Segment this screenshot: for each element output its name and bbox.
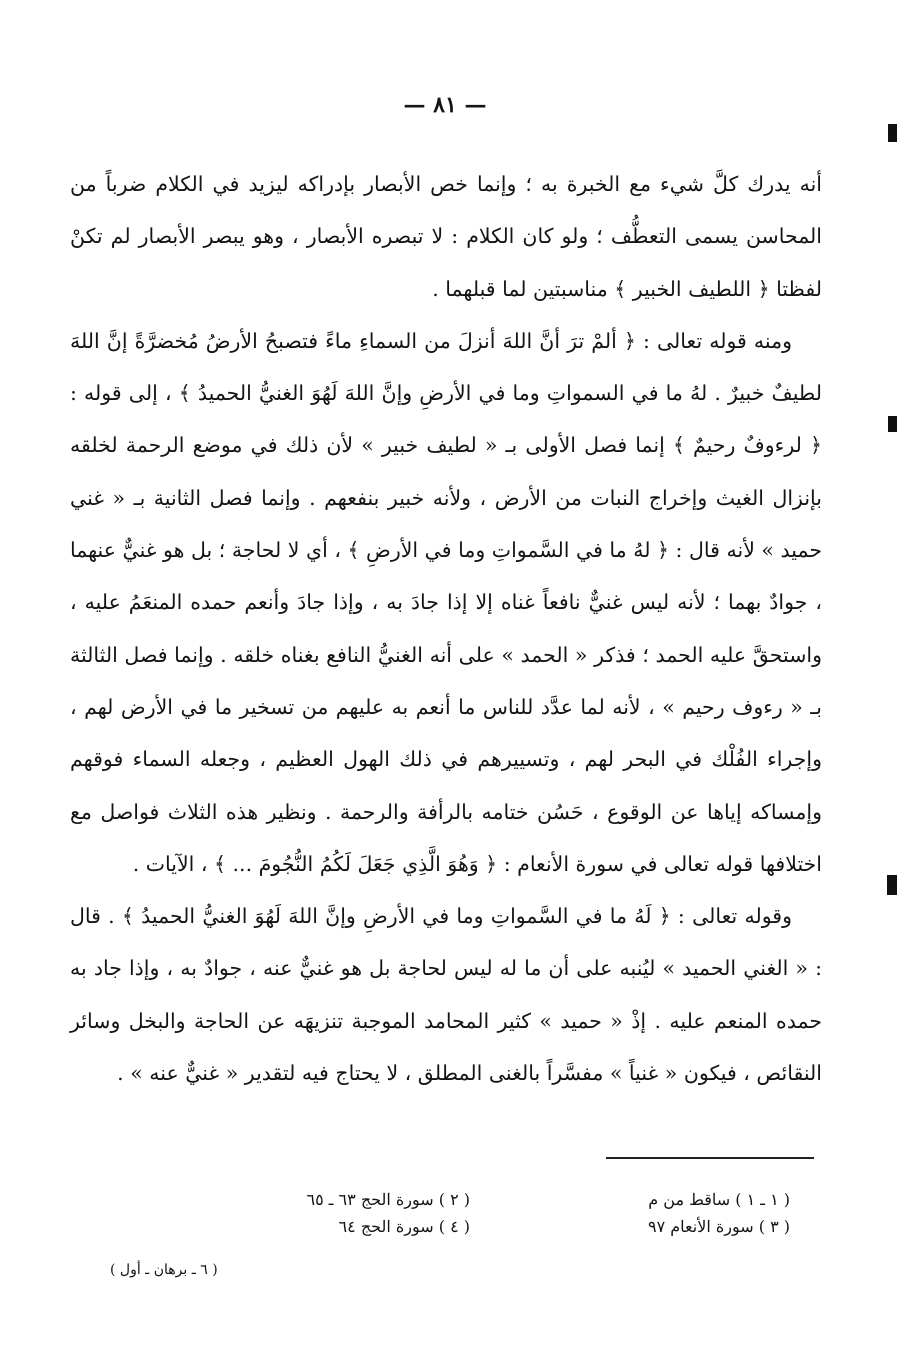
footnotes [150, 1186, 790, 1240]
page-number: — ٨١ — [403, 92, 487, 118]
footnote-row [150, 1186, 790, 1213]
footnote-2: ( ٢ ) سورة الحج ٦٣ ـ ٦٥ [306, 1190, 470, 1209]
printer-signature: ( ٦ ـ برهان ـ أول ) [110, 1262, 218, 1278]
edge-mark [887, 875, 897, 895]
edge-mark [888, 416, 897, 432]
footnote-row [150, 1213, 790, 1240]
paragraph: أنه يدرك كلَّ شيء مع الخبرة به ؛ وإنما خص الأبصار بإدراكه ليزيد في الكلام ضرباً من المحاسن يسمى التعطُّف ؛ ولو كان الكلام : لا تبصره الأبصار ، وهو يبصر الأبصار لم تكنْ لفظتا ﴿ اللطيف الخبير ﴾ مناسبتين لما قبلهما . [70, 172, 822, 301]
edge-mark [888, 124, 897, 142]
paragraph: وقوله تعالى : ﴿ لَهُ ما في السَّمواتِ وما في الأرضِ وإنَّ اللهَ لَهُوَ الغنيُّ الحميدُ ﴾ . قال : « الغني الحميد » ليُنبه على أن ما له ليس لحاجة بل هو غنيٌّ عنه ، جوادٌ به ، وإذا جاد به حمده المنعم عليه . إذْ « حميد » كثير المحامد الموجبة تنزيهَه عن الحاجة والبخل وسائر النقائص ، فيكون « غنياً » مفسَّراً بالغنى المطلق ، لا يحتاج فيه لتقدير « غنيٌّ عنه » . [70, 904, 822, 1086]
footnote-divider [606, 1157, 814, 1159]
paragraph: ومنه قوله تعالى : ﴿ ألمْ ترَ أنَّ اللهَ أنزلَ من السماءِ ماءً فتصبحُ الأرضُ مُخضرَّةً إنَّ اللهَ لطيفٌ خبيرٌ . لهُ ما في السمواتِ وما في الأرضِ وإنَّ اللهَ لَهُوَ الغنيُّ الحميدُ ﴾ ، إلى قوله : ﴿ لرءوفٌ رحيمٌ ﴾ إنما فصل الأولى بـ « لطيف خبير » لأن ذلك في موضع الرحمة لخلقه بإنزال الغيث وإخراج النبات من الأرض ، ولأنه خبير بنفعهم . وإنما فصل الثانية بـ « غني حميد » لأنه قال : ﴿ لهُ ما في السَّمواتِ وما في الأرضِ ﴾ ، أي لا لحاجة ؛ بل هو غنيٌّ عنهما ، جوادٌ بهما ؛ لأنه ليس غنيٌّ نافعاً غناه إلا إذا جادَ به ، وإذا جادَ وأنعم حمده المنعَمُ عليه ، واستحقَّ عليه الحمد ؛ فذكر « الحمد » على أنه الغنيُّ النافع بغناه خلقه . وإنما فصل الثالثة بـ « رءوف رحيم » ، لأنه لما عدَّد للناس ما أنعم به عليهم من تسخير ما في الأرض لهم ، وإجراء الفُلْك في البحر لهم ، وتسييرهم في ذلك الهول العظيم ، وجعله السماء فوقهم وإمساكه إياها عن الوقوع ، حَسُن ختامه بالرأفة والرحمة . ونظير هذه الثلاث فواصل مع اختلافها قوله تعالى في سورة الأنعام : ﴿ وَهُوَ الَّذِي جَعَلَ لَكُمُ النُّجُومَ ... ﴾ ، الآيات . [70, 328, 822, 876]
footnote-4: ( ٤ ) سورة الحج ٦٤ [338, 1217, 470, 1236]
footnote-3: ( ٣ ) سورة الأنعام ٩٧ [648, 1217, 790, 1236]
footnote-1: ( ١ ـ ١ ) ساقط من م [648, 1190, 790, 1209]
main-text [70, 158, 822, 1099]
